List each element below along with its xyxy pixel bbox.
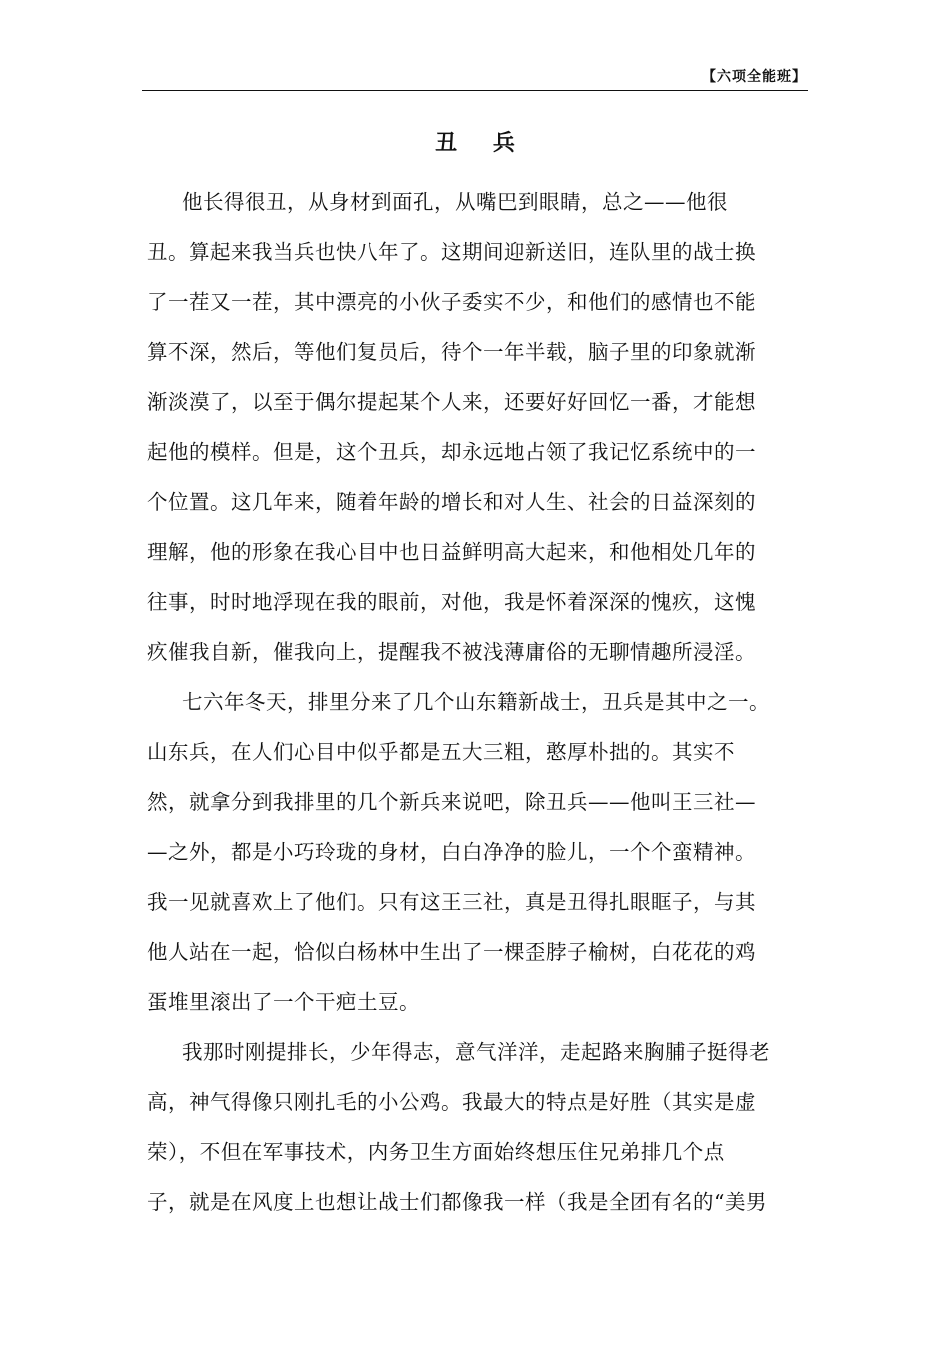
text-line: 山东兵，在人们心目中似乎都是五大三粗，憨厚朴拙的。其实不 [147, 740, 735, 764]
article-title: 丑 兵 [435, 130, 529, 156]
text-line: 丑。算起来我当兵也快八年了。这期间迎新送旧，连队里的战士换 [147, 240, 756, 264]
text-line: —之外，都是小巧玲珑的身材，白白净净的脸儿，一个个蛮精神。 [147, 840, 756, 864]
text-line: 了一茬又一茬，其中漂亮的小伙子委实不少，和他们的感情也不能 [147, 290, 756, 314]
text-line: 渐淡漠了，以至于偶尔提起某个人来，还要好好回忆一番，才能想 [147, 390, 756, 414]
text-line: 算不深，然后，等他们复员后，待个一年半载，脑子里的印象就渐 [147, 340, 756, 364]
header-rule [142, 90, 808, 91]
article-body [147, 187, 812, 1237]
text-line: 蛋堆里滚出了一个干疤土豆。 [147, 990, 420, 1014]
text-line: 然，就拿分到我排里的几个新兵来说吧，除丑兵——他叫王三社— [147, 790, 756, 814]
text-line: 七六年冬天，排里分来了几个山东籍新战士，丑兵是其中之一。 [182, 690, 770, 714]
text-line: 理解，他的形象在我心目中也日益鲜明高大起来，和他相处几年的 [147, 540, 756, 564]
text-line: 子，就是在风度上也想让战士们都像我一样（我是全团有名的“美男 [147, 1190, 767, 1214]
text-line: 我一见就喜欢上了他们。只有这王三社，真是丑得扎眼眶子，与其 [147, 890, 756, 914]
text-line: 荣），不但在军事技术，内务卫生方面始终想压住兄弟排几个点 [147, 1140, 725, 1164]
text-line: 他人站在一起，恰似白杨林中生出了一棵歪脖子榆树，白花花的鸡 [147, 940, 756, 964]
header-label: 【六项全能班】 [702, 69, 807, 85]
text-line: 他长得很丑，从身材到面孔，从嘴巴到眼睛，总之——他很 [182, 190, 728, 214]
text-line: 高，神气得像只刚扎毛的小公鸡。我最大的特点是好胜（其实是虚 [147, 1090, 756, 1114]
text-line: 疚催我自新，催我向上，提醒我不被浅薄庸俗的无聊情趣所浸淫。 [147, 640, 756, 664]
text-line: 起他的模样。但是，这个丑兵，却永远地占领了我记忆系统中的一 [147, 440, 756, 464]
text-line: 我那时刚提排长，少年得志，意气洋洋，走起路来胸脯子挺得老 [182, 1040, 770, 1064]
text-line: 往事，时时地浮现在我的眼前，对他，我是怀着深深的愧疚，这愧 [147, 590, 756, 614]
text-line: 个位置。这几年来，随着年龄的增长和对人生、社会的日益深刻的 [147, 490, 756, 514]
